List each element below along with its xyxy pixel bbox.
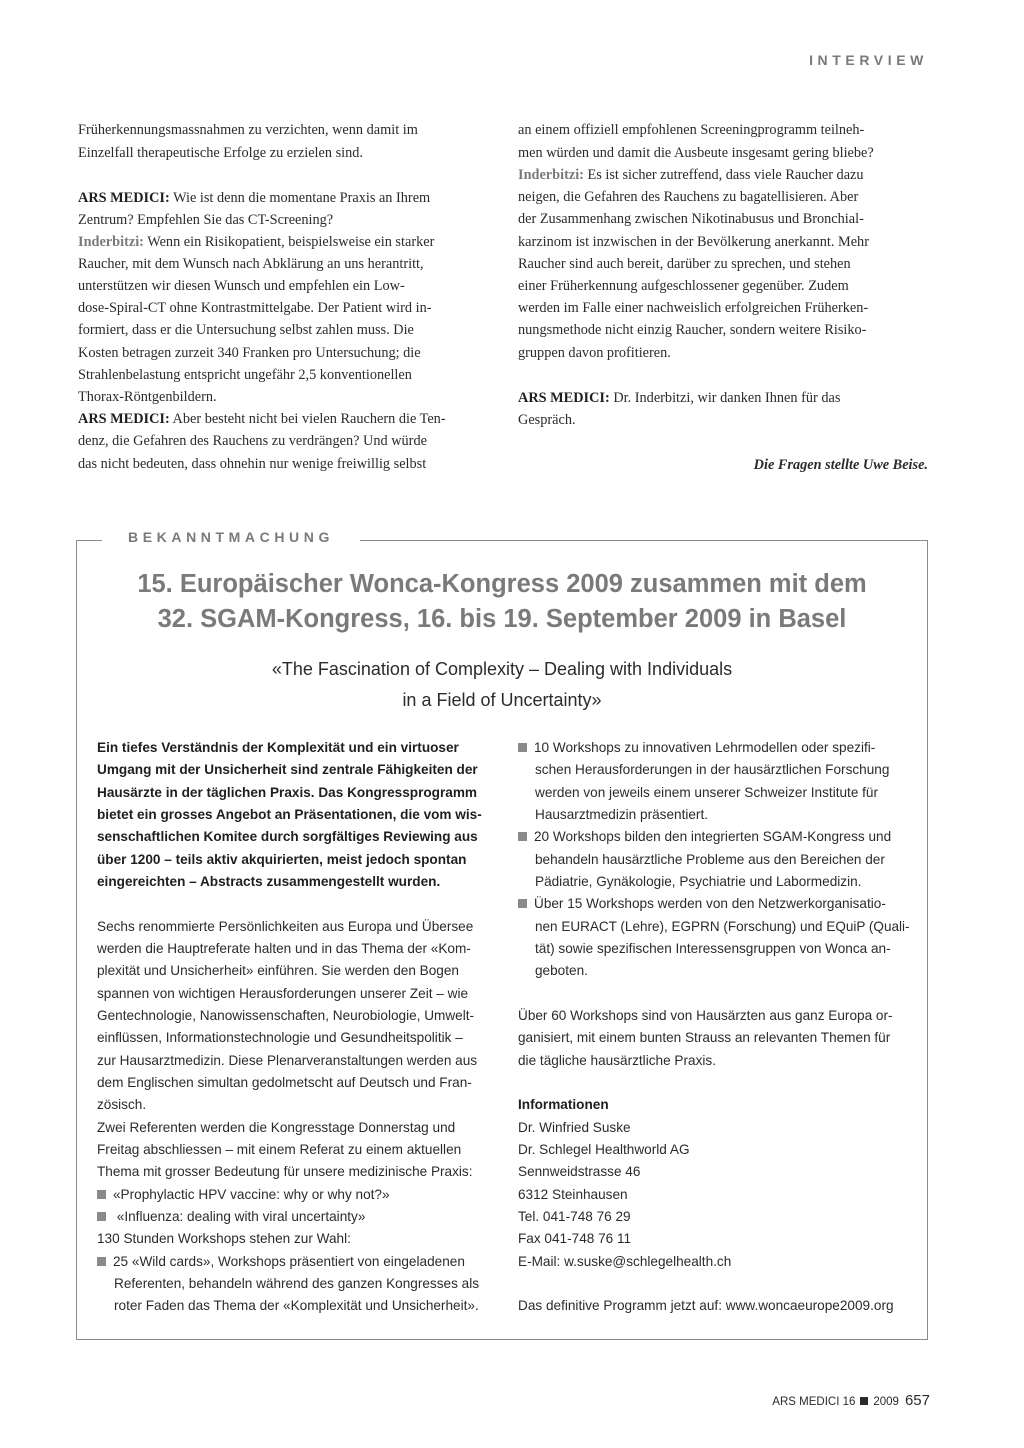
page-number: 657 <box>904 1392 930 1409</box>
line-text: werden die Hauptreferate halten und in das Thema der «Kom- <box>97 941 471 956</box>
text-line <box>114 1298 479 1313</box>
line-text: Raucher sind auch bereit, darüber zu sprechen, und stehen <box>518 256 851 272</box>
line-text: Aber besteht nicht bei vielen Rauchern die Ten- <box>169 411 446 427</box>
line-text: einer Früherkennung aufgeschlossener gegenüber. Zudem <box>518 278 849 294</box>
text-line <box>518 122 864 139</box>
text-line <box>78 300 432 317</box>
line-text: Wie ist denn die momentane Praxis an Ihrem <box>169 190 431 206</box>
line-text: Es ist sicher zutreffend, dass viele Raucher dazu <box>583 167 864 183</box>
line-text: Fax 041-748 76 11 <box>518 1231 632 1246</box>
line-text: Zwei Referenten werden die Kongresstage Donnerstag und <box>97 1120 456 1135</box>
announcement-title-line-2: 32. SGAM-Kongress, 16. bis 19. September 2009 in Basel <box>157 605 847 633</box>
line-text: Dr. Schlegel Healthworld AG <box>518 1142 690 1157</box>
line-text: ganisiert, mit einem bunten Strauss an relevanten Themen für <box>518 1030 891 1045</box>
line-text: dem Englischen simultan gedolmetscht auf Deutsch und Fran- <box>97 1075 472 1090</box>
text-line <box>518 145 874 162</box>
text-line <box>518 412 576 429</box>
text-line <box>97 852 466 867</box>
speaker-label: ARS MEDICI: <box>78 411 170 427</box>
text-line <box>518 300 868 317</box>
text-line <box>518 1142 690 1157</box>
text-line <box>97 874 440 889</box>
footer-journal: ARS MEDICI 16 <box>772 1396 856 1408</box>
line-text: geboten. <box>535 963 588 978</box>
text-line <box>518 1254 731 1269</box>
line-text: Sennweidstrasse 46 <box>518 1164 641 1179</box>
bullet-square-icon <box>518 832 527 841</box>
line-text: Sechs renommierte Persönlichkeiten aus Europa und Übersee <box>97 919 474 934</box>
line-text: Pädiatrie, Gynäkologie, Psychiatrie und Labormedizin. <box>535 874 862 889</box>
line-text: spannen von wichtigen Herausforderungen unserer Zeit – wie <box>97 986 469 1001</box>
page-footer <box>720 1392 930 1409</box>
line-text: Hausärzte in der täglichen Praxis. Das Kongressprogramm <box>97 785 477 800</box>
speaker-label: Inderbitzi: <box>78 234 144 250</box>
line-text: Kosten betragen zurzeit 340 Franken pro Untersuchung; die <box>78 345 421 361</box>
line-text: einflüssen, Informationstechnologie und Gesundheitspolitik – <box>97 1030 463 1045</box>
text-line <box>535 963 588 978</box>
section-header: INTERVIEW <box>809 52 928 68</box>
text-line <box>518 1164 640 1179</box>
bullet-line <box>518 829 891 844</box>
text-line <box>78 345 421 362</box>
text-line <box>78 322 414 339</box>
line-text: Das definitive Programm jetzt auf: www.woncaeurope2009.org <box>518 1298 894 1313</box>
line-text: Wenn ein Risikopatient, beispielsweise ein starker <box>143 234 435 250</box>
line-text: 10 Workshops zu innovativen Lehrmodellen oder spezifi- <box>534 740 876 755</box>
line-text: neigen, die Gefahren des Rauchens zu bagatellisieren. Aber <box>518 189 859 205</box>
text-line <box>518 345 671 362</box>
signature: Die Fragen stellte Uwe Beise. <box>753 457 928 473</box>
line-text: Umgang mit der Unsicherheit sind zentrale Fähigkeiten der <box>97 762 478 777</box>
line-text: Gentechnologie, Nanowissenschaften, Neurobiologie, Umwelt- <box>97 1008 475 1023</box>
line-text: men würden und damit die Ausbeute insgesamt gering bliebe? <box>518 145 874 161</box>
line-text: denz, die Gefahren des Rauchens zu verdrängen? Und würde <box>78 433 427 449</box>
text-line <box>535 852 885 867</box>
text-line <box>518 167 864 184</box>
text-line <box>518 390 840 407</box>
bullet-line <box>518 896 886 911</box>
text-line <box>535 941 891 956</box>
text-line <box>97 1053 477 1068</box>
text-line <box>78 145 363 162</box>
text-line <box>535 807 708 822</box>
line-text: behandeln hausärztliche Probleme aus den Bereichen der <box>535 852 885 867</box>
text-line <box>78 190 430 207</box>
text-line <box>97 963 459 978</box>
text-line <box>97 829 478 844</box>
text-line <box>518 1008 893 1023</box>
line-text: nen EURACT (Lehre), EGPRN (Forschung) und EQuiP (Quali- <box>535 919 910 934</box>
text-line <box>518 1053 716 1068</box>
line-text: 25 «Wild cards», Workshops präsentiert von eingeladenen <box>113 1254 465 1269</box>
text-line <box>97 1075 472 1090</box>
line-text: nungsmethode nicht einzig Raucher, sondern weitere Risiko- <box>518 322 867 338</box>
text-line <box>97 1164 473 1179</box>
line-text: eingereichten – Abstracts zusammengestellt wurden. <box>97 874 441 889</box>
text-line <box>78 122 418 139</box>
text-line <box>97 785 477 800</box>
text-line <box>518 211 864 228</box>
text-line <box>97 1120 455 1135</box>
line-text: Informationen <box>518 1097 609 1112</box>
line-text: «Prophylactic HPV vaccine: why or why not?» <box>113 1187 390 1202</box>
line-text: Gespräch. <box>518 412 576 428</box>
line-text: formiert, dass er die Untersuchung selbst zahlen muss. Die <box>78 322 414 338</box>
line-text: plexität und Unsicherheit» einführen. Sie werden den Bogen <box>97 963 459 978</box>
footer-year: 2009 <box>873 1396 899 1408</box>
line-text: Dr. Inderbitzi, wir danken Ihnen für das <box>609 390 841 406</box>
speaker-label: ARS MEDICI: <box>78 190 170 206</box>
bullet-square-icon <box>97 1257 106 1266</box>
footer-separator-square <box>860 1397 868 1405</box>
bullet-line <box>97 1254 465 1269</box>
line-text: das nicht bedeuten, dass ohnehin nur wenige freiwillig selbst <box>78 456 427 472</box>
line-text: Über 60 Workshops sind von Hausärzten aus ganz Europa or- <box>518 1008 893 1023</box>
line-text: roter Faden das Thema der «Komplexität und Unsicherheit». <box>114 1298 479 1313</box>
text-line <box>518 189 858 206</box>
text-line <box>97 1142 461 1157</box>
line-text: Einzelfall therapeutische Erfolge zu erzielen sind. <box>78 145 364 161</box>
bullet-square-icon <box>97 1190 106 1199</box>
text-line <box>518 1030 890 1045</box>
announcement-subtitle-line-1: «The Fascination of Complexity – Dealing with Individuals <box>271 659 733 679</box>
line-text: zösisch. <box>97 1097 147 1112</box>
line-text: Strahlenbelastung entspricht ungefähr 2,5 konventionellen <box>78 367 412 383</box>
text-line <box>518 1209 631 1224</box>
text-line <box>518 1120 631 1135</box>
line-text: Über 15 Workshops werden von den Netzwerkorganisatio- <box>534 896 886 911</box>
bullet-line <box>97 1187 390 1202</box>
line-text: tät) sowie spezifischen Interessensgruppen von Wonca an- <box>535 941 891 956</box>
text-line <box>535 762 889 777</box>
line-text: unterstützen wir diesen Wunsch und empfehlen ein Low- <box>78 278 405 294</box>
line-text: senschaftlichen Komitee durch sorgfältiges Reviewing aus <box>97 829 478 844</box>
line-text: über 1200 – teils aktiv akquirierten, meist jedoch spontan <box>97 852 467 867</box>
bullet-square-icon <box>518 899 527 908</box>
line-text: Ein tiefes Verständnis der Komplexität und ein virtuoser <box>97 740 459 755</box>
line-text: Freitag abschliessen – mit einem Referat zu einem aktuellen <box>97 1142 462 1157</box>
text-line <box>97 919 473 934</box>
text-line <box>518 1298 894 1313</box>
line-text: 6312 Steinhausen <box>518 1187 628 1202</box>
text-line <box>97 1097 146 1112</box>
line-text: die tägliche hausärztliche Praxis. <box>518 1053 716 1068</box>
line-text: schen Herausforderungen in der hausärztlichen Forschung <box>535 762 890 777</box>
line-text: «Influenza: dealing with viral uncertainty» <box>113 1209 366 1224</box>
line-text: E-Mail: w.suske@schlegelhealth.ch <box>518 1254 732 1269</box>
text-line <box>78 212 333 229</box>
text-line <box>518 278 849 295</box>
text-line <box>78 433 427 450</box>
line-text: der Zusammenhang zwischen Nikotinabusus und Bronchial- <box>518 211 864 227</box>
line-text: Zentrum? Empfehlen Sie das CT-Screening? <box>78 212 334 228</box>
line-text: Hausarztmedizin präsentiert. <box>535 807 709 822</box>
bullet-line <box>97 1209 365 1224</box>
text-line <box>78 256 424 273</box>
announcement-subtitle-line-2: in a Field of Uncertainty» <box>402 690 602 710</box>
text-line <box>97 740 459 755</box>
bullet-square-icon <box>518 743 527 752</box>
text-line <box>97 941 471 956</box>
text-line <box>78 411 446 428</box>
bullet-square-icon <box>97 1212 106 1221</box>
text-line <box>97 986 468 1001</box>
text-line <box>97 1008 474 1023</box>
text-line <box>518 1231 631 1246</box>
text-line <box>78 278 405 295</box>
line-text: bietet ein grosses Angebot an Präsentationen, die vom wis- <box>97 807 482 822</box>
text-line <box>114 1276 479 1291</box>
bullet-line <box>518 740 875 755</box>
line-text: an einem offiziell empfohlenen Screeningprogramm teilneh- <box>518 122 865 138</box>
line-text: Referenten, behandeln während des ganzen Kongresses als <box>114 1276 480 1291</box>
line-text: 20 Workshops bilden den integrierten SGAM-Kongress und <box>534 829 892 844</box>
line-text: dose-Spiral-CT ohne Kontrastmittelgabe. Der Patient wird in- <box>78 300 432 316</box>
text-line <box>97 807 482 822</box>
announcement-label: BEKANNTMACHUNG <box>102 529 360 545</box>
line-text: 130 Stunden Workshops stehen zur Wahl: <box>97 1231 351 1246</box>
line-text: Raucher, mit dem Wunsch nach Abklärung an uns herantritt, <box>78 256 424 272</box>
line-text: Thorax-Röntgenbildern. <box>78 389 217 405</box>
text-line <box>518 1187 628 1202</box>
line-text: Thema mit grosser Bedeutung für unsere medizinische Praxis: <box>97 1164 473 1179</box>
line-text: Dr. Winfried Suske <box>518 1120 631 1135</box>
text-line <box>97 762 478 777</box>
line-text: karzinom ist inzwischen in der Bevölkerung anerkannt. Mehr <box>518 234 869 250</box>
announcement-title-line-1: 15. Europäischer Wonca-Kongress 2009 zusammen mit dem <box>137 570 867 598</box>
line-text: werden im Falle einer nachweislich erfolgreichen Früherken- <box>518 300 869 316</box>
text-line <box>518 256 851 273</box>
text-line <box>518 1097 609 1112</box>
speaker-label: ARS MEDICI: <box>518 390 610 406</box>
text-line <box>535 785 878 800</box>
text-line <box>78 234 434 251</box>
text-line <box>535 919 910 934</box>
text-line <box>535 874 861 889</box>
text-line <box>78 389 217 406</box>
text-line <box>97 1231 351 1246</box>
line-text: gruppen davon profitieren. <box>518 345 671 361</box>
text-line <box>518 322 866 339</box>
line-text: zur Hausarztmedizin. Diese Plenarveranstaltungen werden aus <box>97 1053 478 1068</box>
text-line <box>78 367 412 384</box>
line-text: werden von jeweils einem unserer Schweizer Institute für <box>535 785 879 800</box>
text-line <box>78 456 426 473</box>
line-text: Früherkennungsmassnahmen zu verzichten, wenn damit im <box>78 122 418 138</box>
text-line <box>97 1030 463 1045</box>
text-line <box>518 234 869 251</box>
speaker-label: Inderbitzi: <box>518 167 584 183</box>
line-text: Tel. 041-748 76 29 <box>518 1209 631 1224</box>
